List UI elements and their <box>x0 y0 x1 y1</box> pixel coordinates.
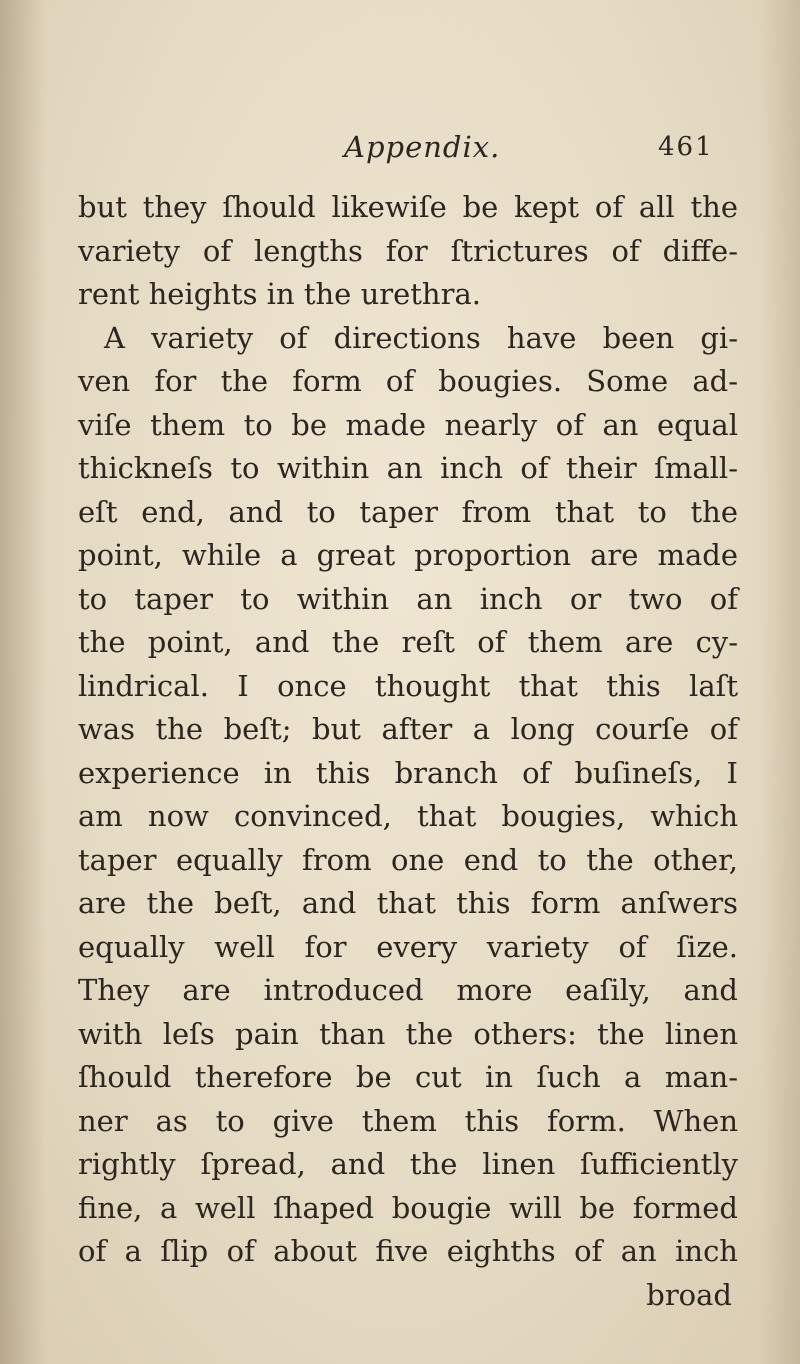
text-line: of a ſlip of about five eighths of an inch <box>78 1234 738 1268</box>
text-line: viſe them to be made nearly of an equal <box>78 407 738 442</box>
text-line: equally well for every variety of ſize. <box>78 929 738 964</box>
text-line: but they ſhould likewiſe be kept of all the <box>78 190 738 224</box>
text-line: point, while a great proportion are made <box>78 538 738 572</box>
spine-shadow <box>0 0 46 1364</box>
text-line: They are introduced more eaſily, and <box>78 973 738 1007</box>
page-number: 461 <box>658 132 714 162</box>
body-text <box>78 186 738 1317</box>
text-line: to taper to within an inch or two of <box>78 581 738 616</box>
text-line: fine, a well ſhaped bougie will be formed <box>78 1190 738 1225</box>
running-head <box>0 124 800 172</box>
running-title: Appendix. <box>344 130 501 164</box>
text-line: with leſs pain than the others: the linen <box>78 1016 738 1051</box>
text-line: thickneſs to within an inch of their ſmall- <box>78 451 738 485</box>
text-line: are the beſt, and that this form anſwers <box>78 886 738 920</box>
text-line: ſhould therefore be cut in ſuch a man- <box>78 1060 738 1094</box>
text-line: ven for the form of bougies. Some ad- <box>78 364 738 398</box>
text-line: rent heights in the urethra. <box>78 277 481 311</box>
catchword: broad <box>646 1277 732 1312</box>
text-line: am now convinced, that bougies, which <box>78 799 738 833</box>
text-line: experience in this branch of buſineſs, I <box>78 755 738 790</box>
text-line: variety of lengths for ſtrictures of diffe- <box>78 233 738 268</box>
text-line: eſt end, and to taper from that to the <box>78 494 738 529</box>
text-line: the point, and the reſt of them are cy- <box>78 625 738 659</box>
text-line: was the beſt; but after a long courſe of <box>78 712 738 746</box>
text-line: ner as to give them this form. When <box>78 1103 738 1138</box>
text-line: taper equally from one end to the other, <box>78 842 738 877</box>
text-line: lindrical. I once thought that this laſt <box>78 668 738 703</box>
paragraph-start-line: A variety of directions have been gi- <box>104 320 738 355</box>
page-edge-shadow <box>760 0 800 1364</box>
text-line: rightly ſpread, and the linen ſufficiently <box>78 1147 738 1181</box>
